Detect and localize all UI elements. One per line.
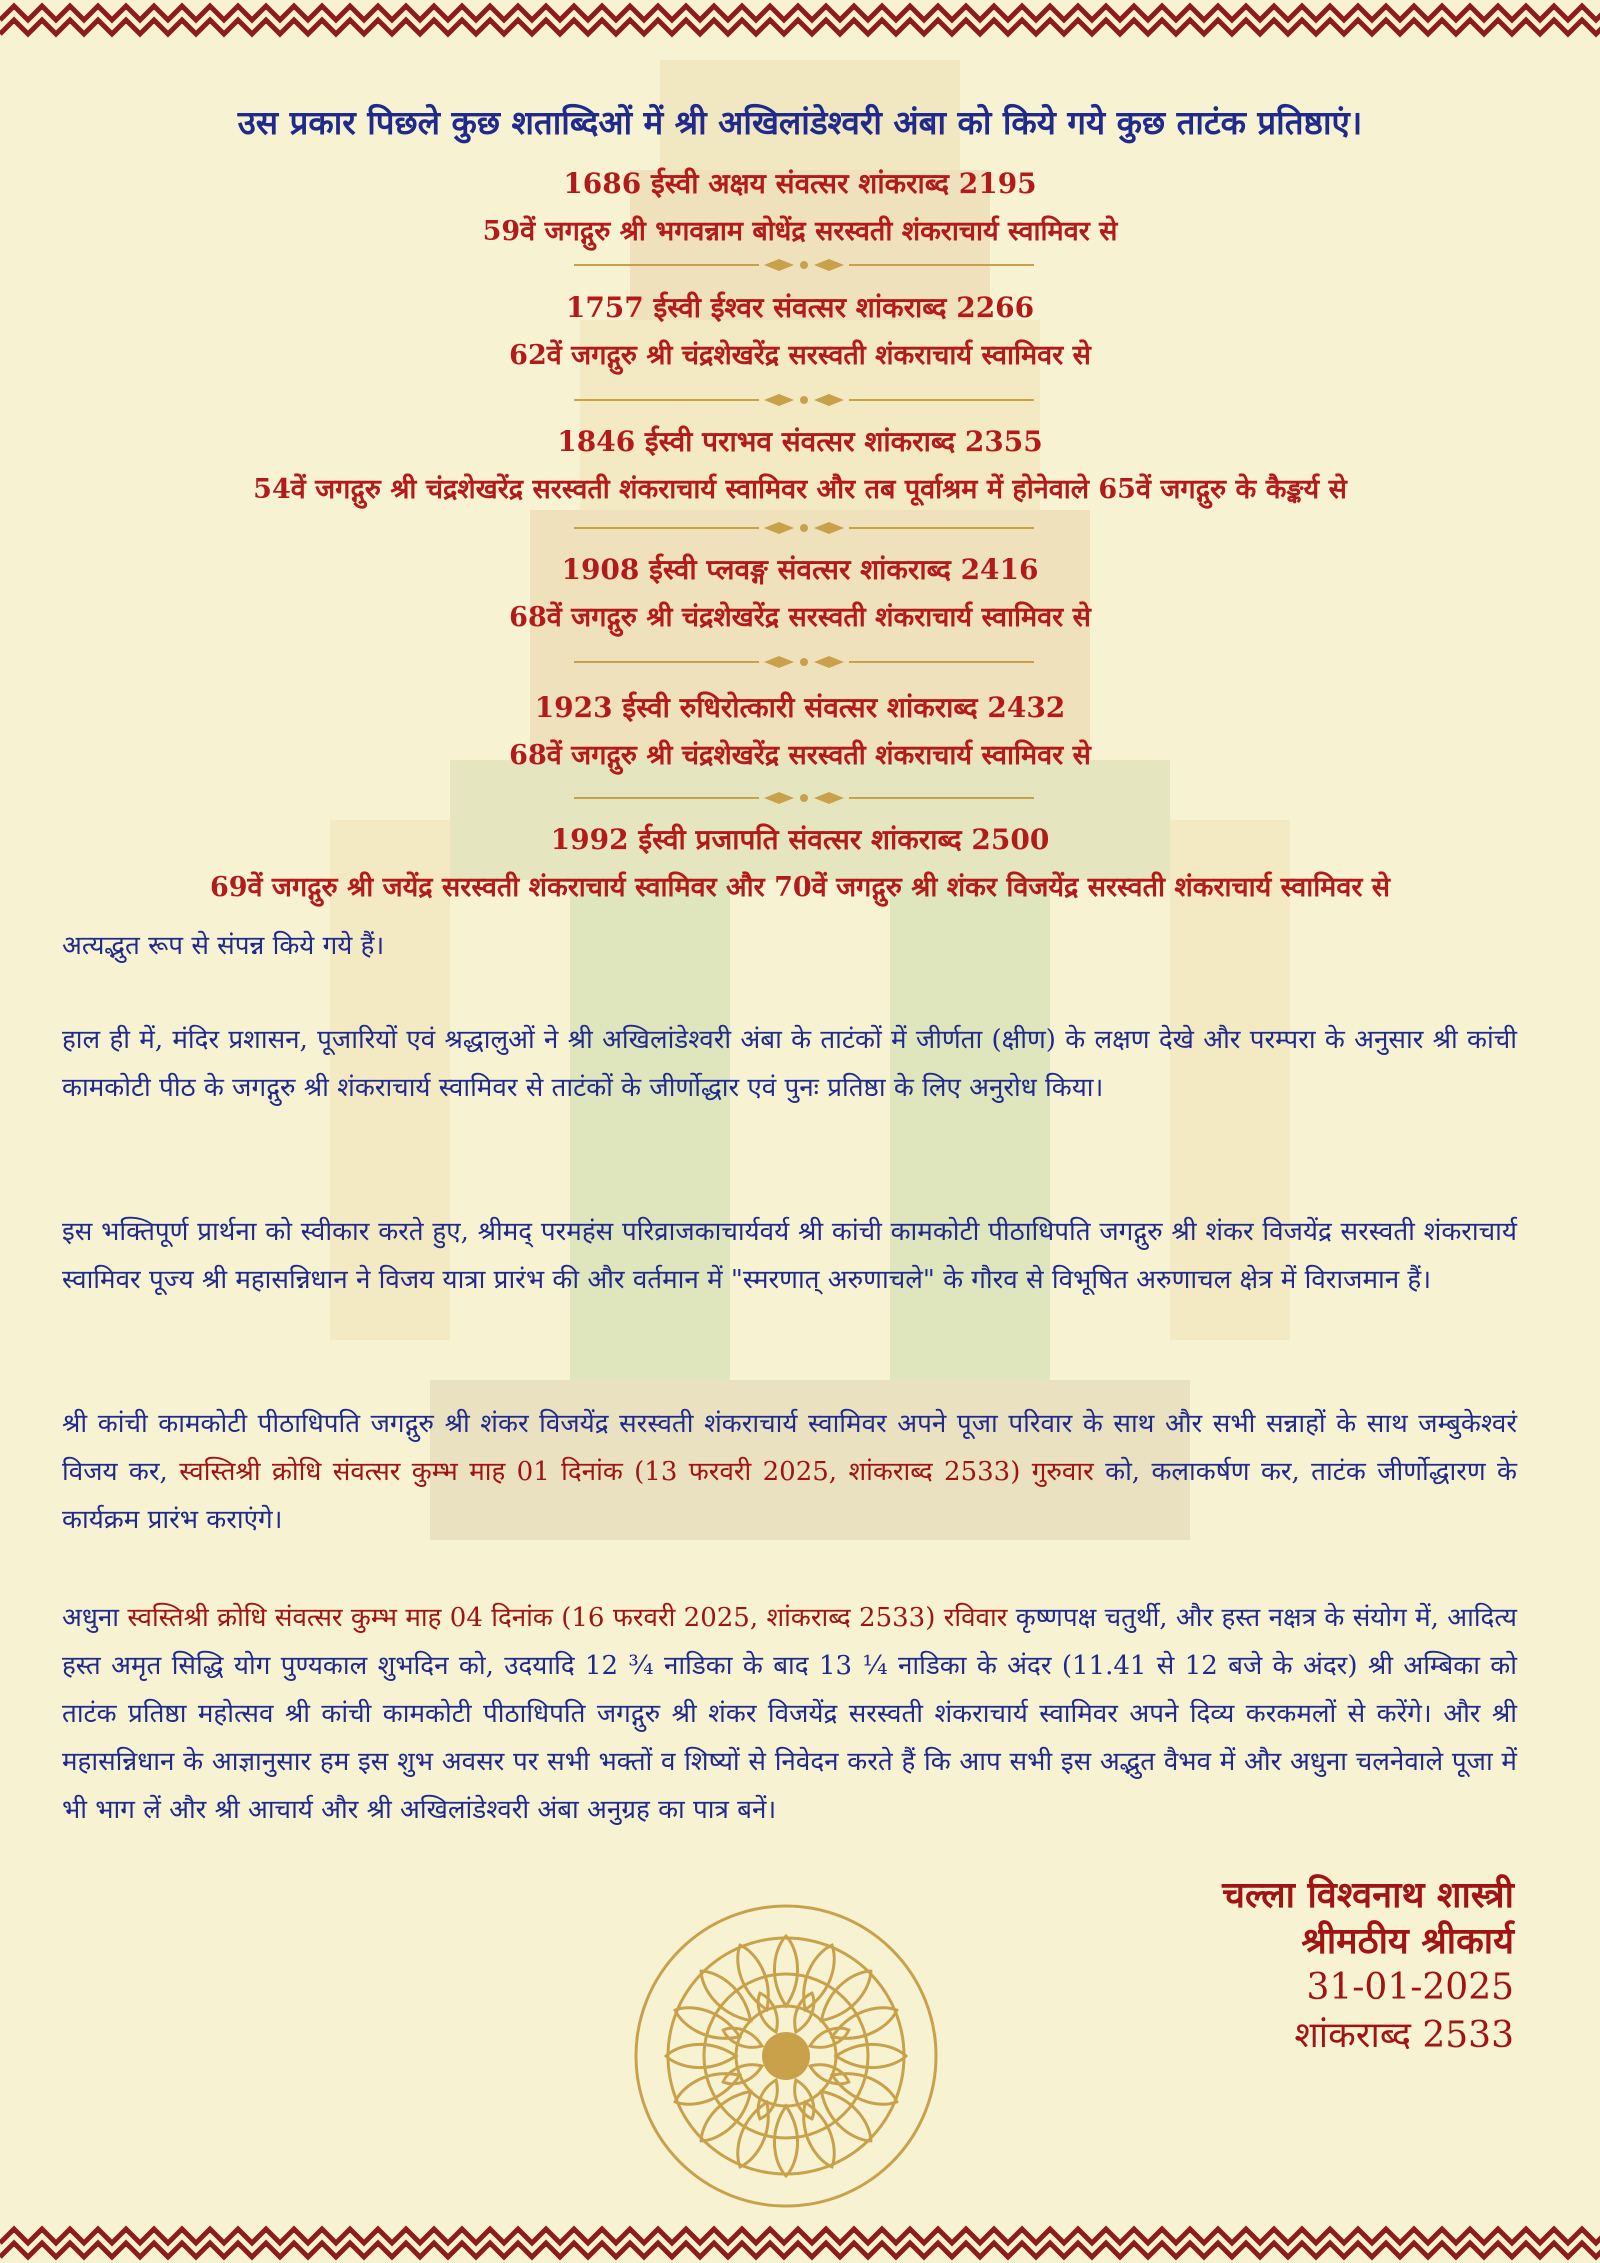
schedule-year-line: 1686 ईस्वी अक्षय संवत्सर शांकराब्द 2195 bbox=[563, 167, 1037, 200]
schedule-year-line: 1846 ईस्वी पराभव संवत्सर शांकराब्द 2355 bbox=[557, 425, 1043, 458]
schedule-by-line: 68वें जगद्गुरु श्री चंद्रशेखरेंद्र सरस्वती शंकराचार्य स्वामिवर से bbox=[509, 740, 1091, 771]
paragraph-completed: अत्यद्भुत रूप से संपन्न किये गये हैं। bbox=[62, 931, 385, 961]
text-segment: अधुना bbox=[62, 1603, 128, 1633]
schedule-by-line: 54वें जगद्गुरु श्री चंद्रशेखरेंद्र सरस्वती शंकराचार्य स्वामिवर और तब पूर्वाश्रम में होनेवाले 65वें जगद्गुरु के कैङ्कर्य से bbox=[253, 474, 1347, 505]
page-heading: उस प्रकार पिछले कुछ शताब्दिओं में श्री अखिलांडेश्वरी अंबा को किये गये कुछ ताटंक प्रतिष्ठाएं। bbox=[237, 103, 1363, 142]
schedule-entry bbox=[60, 418, 1540, 514]
text-segment: कृष्णपक्ष चतुर्थी, और हस्त नक्षत्र के संयोग में, आदित्य हस्त अमृत सिद्धि योग पुण्यकाल शुभदिन को, उदयादि 12 ¾ नाडिका के बाद 13 ¼ नाडिका के अंदर (11.41 से 12 बजे के अंदर) श्री अम्बिका को ताटंक प्रतिष्ठा महोत्सव श्री कांची कामकोटी पीठाधिपति जगद्गुरु श्री शंकर विजयेंद्र सरस्वती शंकराचार्य स्वामिवर अपने दिव्य करकमलों से करेंगे। और श्री महासन्निधान के आज्ञानुसार हम इस शुभ अवसर पर सभी भक्तों व शिष्यों से निवेदन करते हैं कि आप सभी इस अद्भुत वैभव में और अधुना चलनेवाले पूजा में भी भाग लें और श्री आचार्य और श्री अखिलांडेश्वरी अंबा अनुग्रह का पात्र बनें। bbox=[62, 1603, 1517, 1825]
text-segment: को, कलाकर्षण कर, ताटंक जीर्णोद्धारण के कार्यक्रम प्रारंभ कराएंगे। bbox=[62, 1457, 1518, 1535]
schedule-entry bbox=[60, 684, 1540, 780]
paragraph-vijaya-yatra: इस भक्तिपूर्ण प्रार्थना को स्वीकार करते हुए, श्रीमद् परमहंस परिव्राजकाचार्यवर्य श्री कांची कामकोटी पीठाधिपति जगद्गुरु श्री शंकर विजयेंद्र सरस्वती शंकराचार्य स्वामिवर पूज्य श्री महासन्निधान ने विजय यात्रा प्रारंभ की और वर्तमान में "स्मरणात् अरुणाचले" के गौरव से विभूषित अरुणाचल क्षेत्र में विराजमान हैं। bbox=[62, 1217, 1517, 1295]
text-segment: श्री कांची कामकोटी पीठाधिपति जगद्गुरु श्री शंकर विजयेंद्र सरस्वती शंकराचार्य स्वामिवर अपने पूजा परिवार के साथ और सभी सन्नाहों के साथ जम्बुकेश्वरं विजय कर, bbox=[62, 1409, 1517, 1487]
schedule-entry bbox=[60, 284, 1540, 380]
signature-era: शांकराब्द 2533 bbox=[1294, 2015, 1514, 2056]
event-date-highlight: स्वस्तिश्री क्रोधि संवत्सर कुम्भ माह 04 दिनांक (16 फरवरी 2025, शांकराब्द 2533) रविवार bbox=[127, 1603, 1008, 1633]
bottom-zigzag-border bbox=[0, 2219, 1600, 2263]
mandala-ornament bbox=[626, 1896, 946, 2216]
schedule-year-line: 1992 ईस्वी प्रजापति संवत्सर शांकराब्द 2500 bbox=[550, 823, 1050, 856]
signatory-title: श्रीमठीय श्रीकार्य bbox=[1301, 1920, 1514, 1962]
schedule-entry bbox=[60, 160, 1540, 256]
signature-block bbox=[1222, 1872, 1514, 2060]
schedule-by-line: 59वें जगद्गुरु श्री भगवन्नाम बोधेंद्र सरस्वती शंकराचार्य स्वामिवर से bbox=[482, 216, 1118, 247]
event-date-highlight: स्वस्तिश्री क्रोधि संवत्सर कुम्भ माह 01 दिनांक (13 फरवरी 2025, शांकराब्द 2533) गुरुवार bbox=[179, 1457, 1094, 1487]
schedule-by-line: 62वें जगद्गुरु श्री चंद्रशेखरेंद्र सरस्वती शंकराचार्य स्वामिवर से bbox=[509, 340, 1091, 371]
schedule-by-line: 69वें जगद्गुरु श्री जयेंद्र सरस्वती शंकराचार्य स्वामिवर और 70वें जगद्गुरु श्री शंकर विजयेंद्र सरस्वती शंकराचार्य स्वामिवर से bbox=[209, 872, 1391, 903]
schedule-entry bbox=[60, 546, 1540, 642]
ornament-divider bbox=[574, 788, 1034, 808]
ornament-divider bbox=[574, 518, 1034, 538]
schedule-year-line: 1908 ईस्वी प्लवङ्ग संवत्सर शांकराब्द 2416 bbox=[561, 553, 1039, 586]
ornament-divider bbox=[574, 390, 1034, 410]
schedule-year-line: 1923 ईस्वी रुधिरोत्कारी संवत्सर शांकराब्द 2432 bbox=[534, 691, 1066, 724]
paragraph-request: हाल ही में, मंदिर प्रशासन, पूजारियों एवं श्रद्धालुओं ने श्री अखिलांडेश्वरी अंबा के ताटंकों में जीर्णता (क्षीण) के लक्षण देखे और परम्परा के अनुसार श्री कांची कामकोटी पीठ के जगद्गुरु श्री शंकराचार्य स्वामिवर से ताटंकों के जीर्णोद्धार एवं पुनः प्रतिष्ठा के लिए अनुरोध किया। bbox=[62, 1025, 1517, 1103]
paragraph-pratishtha bbox=[62, 1594, 1517, 1834]
paragraph-start-program bbox=[62, 1400, 1517, 1544]
schedule-entry bbox=[60, 816, 1540, 912]
ornament-divider bbox=[574, 255, 1034, 275]
schedule-by-line: 68वें जगद्गुरु श्री चंद्रशेखरेंद्र सरस्वती शंकराचार्य स्वामिवर से bbox=[509, 602, 1091, 633]
signatory-name: चल्ला विश्वनाथ शास्त्री bbox=[1222, 1874, 1514, 1916]
signature-date: 31-01-2025 bbox=[1306, 1967, 1514, 2008]
schedule-year-line: 1757 ईस्वी ईश्वर संवत्सर शांकराब्द 2266 bbox=[565, 291, 1035, 324]
ornament-divider bbox=[574, 652, 1034, 672]
